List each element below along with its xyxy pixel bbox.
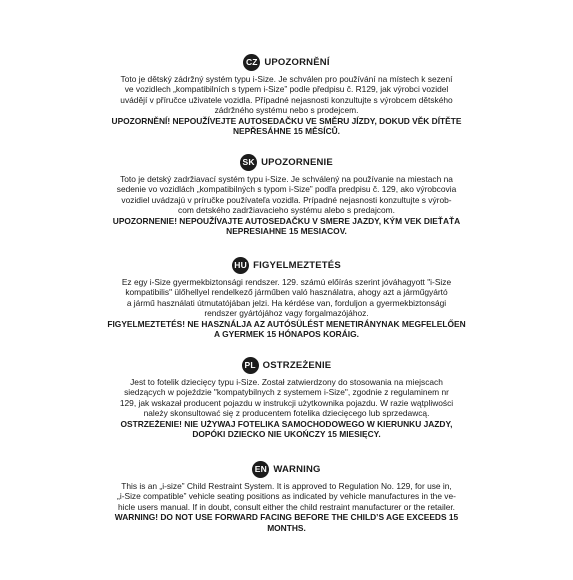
section-heading: [60, 459, 513, 479]
section-heading: [60, 52, 513, 72]
language-badge-hu: HU: [232, 257, 249, 274]
language-badge-cz: CZ: [243, 54, 260, 71]
section-hu: [60, 255, 513, 339]
section-body: Toto je detský zadržiavací systém typu i-Size. Je schválený na používanie na miestach na sedenie vo vozidlách „kompatibilných s typom i-Size” podľa predpisu č. 129, ako výrobcovia vozidiel uvádzajú v príručke používateľa vozidla. Prípadné nejasnosti konzultujte s výrob- com detského zadržiavacieho systému alebo s predajcom.: [116, 174, 457, 216]
section-cz: [60, 52, 513, 136]
section-heading: [60, 152, 513, 172]
section-warning: WARNING! DO NOT USE FORWARD FACING BEFORE THE CHILD’S AGE EXCEEDS 15 MONTHS.: [114, 512, 459, 533]
section-warning: FIGYELMEZTETÉS! NE HASZNÁLJA AZ AUTÓSÜLÉST MENETIRÁNYNAK MEGFELELŐEN A GYERMEK 15 HÓNAPOS KORÁIG.: [107, 318, 466, 340]
section-title: FIGYELMEZTETÉS: [253, 259, 341, 271]
section-warning: UPOZORNENIE! NEPOUŽÍVAJTE AUTOSEDAČKU V SMERE JAZDY, KÝM VEK DIEŤAŤA NEPRESIAHNE 15 MESIACOV.: [112, 215, 461, 237]
language-badge-en: EN: [252, 461, 269, 478]
language-badge-sk: SK: [240, 154, 257, 171]
section-heading: [60, 255, 513, 275]
section-body: This is an „i-size” Child Restraint System. It is approved to Regulation No. 129, for use in, „i-Size compatible” vehicle seating positions as indicated by vehicle manufactures in the ve- hicle users manual. If in doubt, consult either the child restraint manufacturer or the retailer.: [117, 481, 456, 512]
section-title: UPOZORNĚNÍ: [264, 56, 330, 68]
section-body: Jest to fotelik dziecięcy typu i-Size. Został zatwierdzony do stosowania na miejscach siedzących w pojeździe "kompatybilnych z systemem i-Size", zgodnie z regulaminem nr 129, jak wskazał producent pojazdu w instrukcji użytkownika pojazdu. W razie wątpliwości należy skonsultować się z producentem fotelika dziecięcego lub sprzedawcą.: [119, 377, 454, 419]
section-warning: OSTRZEŻENIE! NIE UŻYWAJ FOTELIKA SAMOCHODOWEGO W KIERUNKU JAZDY, DOPÓKI DZIECKO NIE UKOŃCZY 15 MIESIĘCY.: [120, 418, 453, 440]
section-heading: [60, 355, 513, 375]
language-badge-pl: PL: [242, 357, 259, 374]
section-body: Toto je dětský zádržný systém typu i-Size. Je schválen pro používání na místech k sezení ve vozidlech „kompatibilních s typem i-Size” podle předpisu č. R129, jak výrobci vozidel uvádějí v příručce uživatele vozidla. Případné nejasnosti konzultujte s výrobcem dětského zádržného systému nebo s prodejcem.: [120, 74, 453, 116]
section-title: UPOZORNENIE: [261, 156, 333, 168]
section-en: [60, 459, 513, 533]
section-warning: UPOZORNĚNÍ! NEPOUŽÍVEJTE AUTOSEDAČKU VE SMĚRU JÍZDY, DOKUD VĚK DÍTĚTE NEPŘESÁHNE 15 MĚSÍCŮ.: [111, 115, 462, 137]
section-title: WARNING: [273, 463, 321, 475]
section-sk: [60, 152, 513, 236]
section-body: Ez egy i-Size gyermekbiztonsági rendszer. 129. számú előírás szerint jóváhagyott "i-Size kompatibilis" ülőhellyel rendelkező járműben való használatra, ahogy azt a járműgyártó a jármű használati útmutatójában jelzi. Ha kérdése van, forduljon a gyermekbiztonsági rendszer gyártójához vagy forgalmazójához.: [121, 277, 452, 319]
section-title: OSTRZEŻENIE: [262, 359, 332, 371]
section-pl: [60, 355, 513, 439]
